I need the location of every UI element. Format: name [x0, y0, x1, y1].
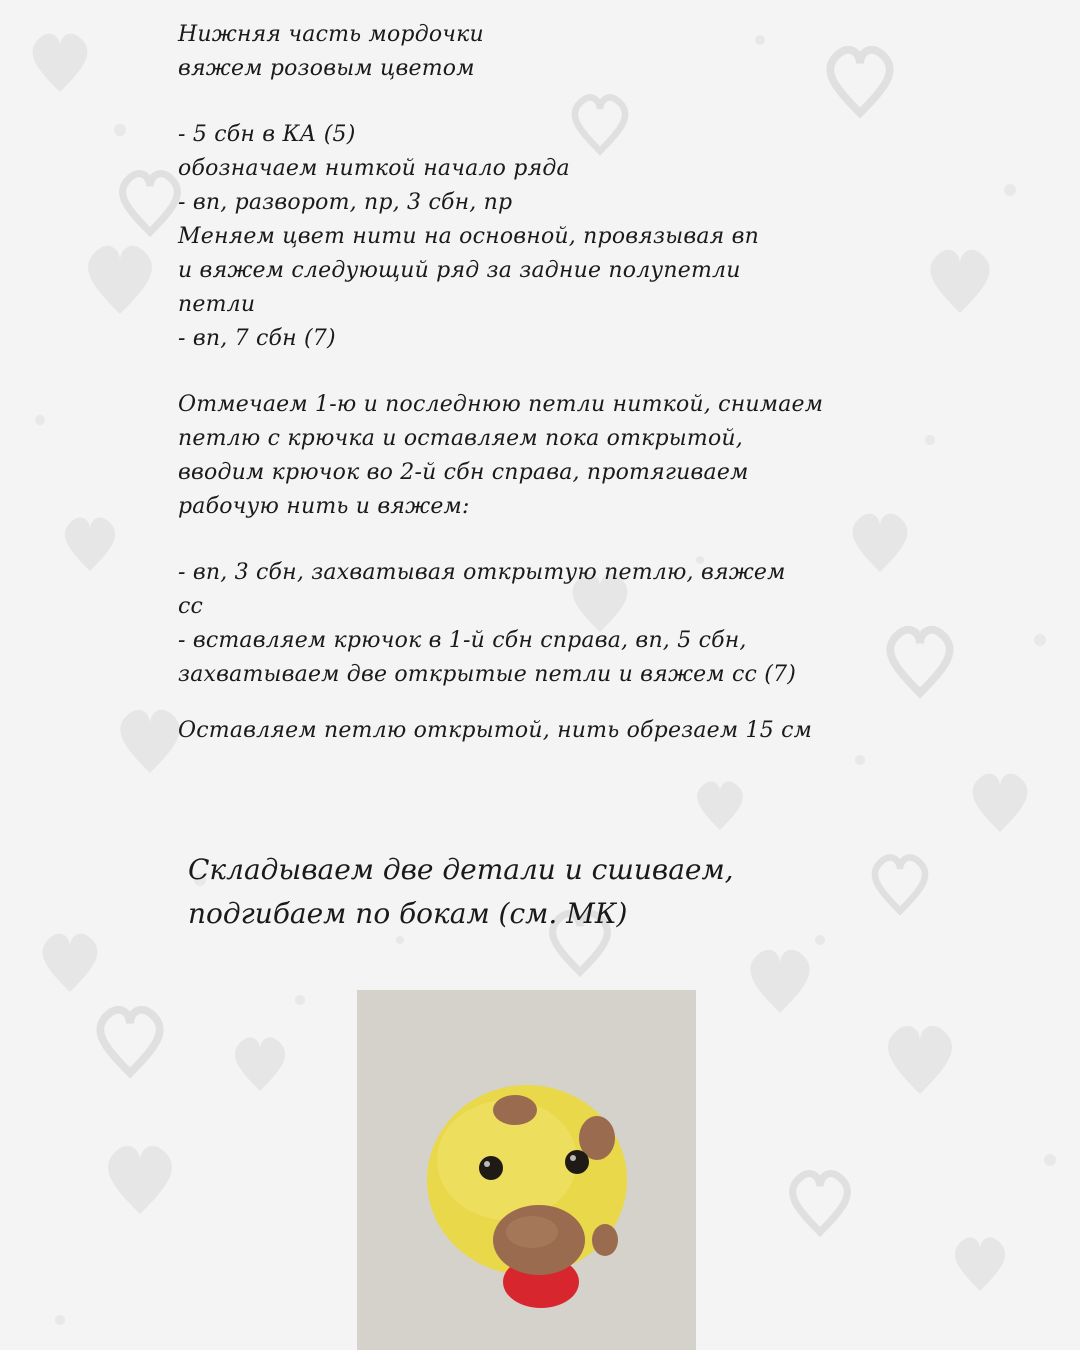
heading-line-1: Складываем две детали и сшиваем, [188, 853, 734, 886]
instruction-line: - 5 сбн в КА (5) [178, 122, 356, 147]
instruction-line: Меняем цвет нити на основной, провязывая вп [178, 224, 760, 249]
assembly-heading [188, 848, 888, 936]
toy-eye-right [565, 1150, 589, 1174]
spacer [178, 692, 878, 714]
toy-spot [592, 1224, 618, 1256]
instruction-line: рабочую нить и вяжем: [178, 494, 470, 519]
instruction-line: Отмечаем 1-ю и последнюю петли ниткой, снимаем [178, 392, 824, 417]
spacer [178, 524, 878, 556]
instruction-line: - вп, разворот, пр, 3 сбн, пр [178, 190, 513, 215]
crochet-toy-head-photo [357, 990, 696, 1350]
instruction-line: сс [178, 594, 204, 619]
toy-spot [493, 1095, 537, 1125]
instruction-line: вводим крючок во 2-й сбн справа, протягиваем [178, 460, 749, 485]
toy-photo-drawing [357, 990, 696, 1350]
instruction-line: - вставляем крючок в 1-й сбн справа, вп, 5 сбн, [178, 628, 747, 653]
instruction-line: петлю с крючка и оставляем пока открытой, [178, 426, 743, 451]
instruction-line: Нижняя часть мордочки [178, 22, 484, 47]
heading-line-2: подгибаем по бокам (см. МК) [188, 897, 628, 930]
instruction-line: - вп, 3 сбн, захватывая открытую петлю, вяжем [178, 560, 786, 585]
instruction-line: вяжем розовым цветом [178, 56, 475, 81]
instruction-line: и вяжем следующий ряд за задние полупетли [178, 258, 741, 283]
instruction-line: Оставляем петлю открытой, нить обрезаем 15 см [178, 718, 813, 743]
instruction-line: - вп, 7 сбн (7) [178, 326, 336, 351]
instruction-line: обозначаем ниткой начало ряда [178, 156, 570, 181]
toy-eye-left [479, 1156, 503, 1180]
instruction-line: захватываем две открытые петли и вяжем сс (7) [178, 662, 797, 687]
spacer [178, 356, 878, 388]
instruction-line: петли [178, 292, 256, 317]
spacer [178, 86, 878, 118]
instructions-text [178, 18, 878, 748]
